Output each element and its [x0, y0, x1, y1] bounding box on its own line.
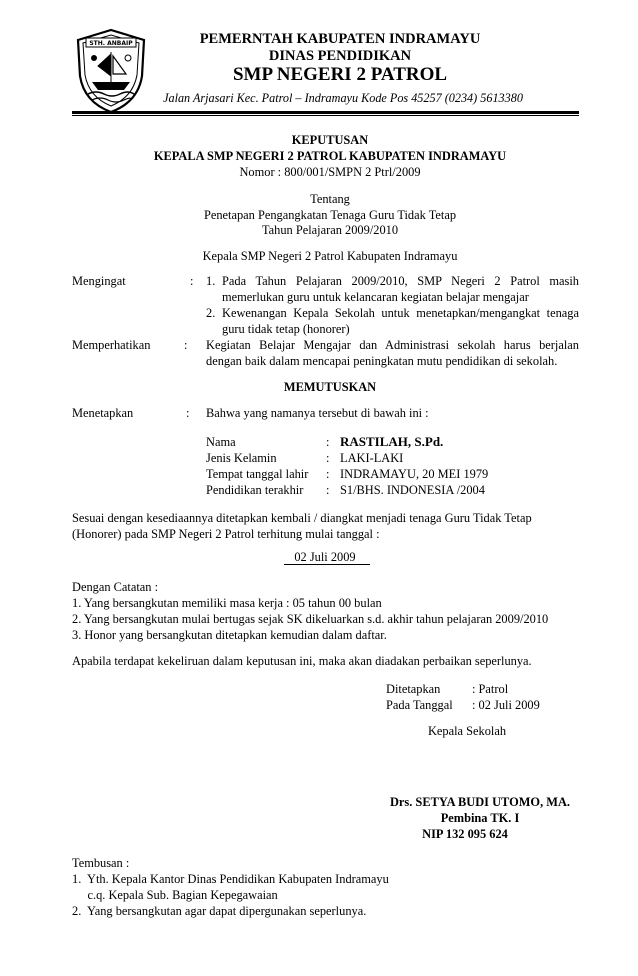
identity-value-gender: LAKI-LAKI — [340, 451, 404, 465]
menetapkan-label: Menetapkan — [72, 406, 134, 420]
mengingat-item-1-line-1: Pada Tahun Pelajaran 2009/2010, SMP Negeri 2 Patrol masih — [222, 274, 579, 288]
signer-nip: NIP 132 095 624 — [422, 827, 508, 841]
pada-tanggal-label: Pada Tanggal — [386, 698, 453, 712]
mengingat-item-1-line-2: memerlukan guru untuk kelancaran kegiatan belajar mengajar — [222, 290, 529, 304]
catatan-item-3: 3. Honor yang bersangkutan ditetapkan kemudian dalam daftar. — [72, 628, 387, 642]
identity-colon-birth: : — [326, 467, 330, 481]
memperhatikan-label: Memperhatikan — [72, 338, 151, 352]
identity-colon-nama: : — [326, 435, 330, 449]
menetapkan-text: Bahwa yang namanya tersebut di bawah ini : — [206, 406, 429, 420]
ditetapkan-label: Ditetapkan — [386, 682, 441, 696]
identity-label-nama: Nama — [206, 435, 236, 449]
pada-tanggal-value: : 02 Juli 2009 — [472, 698, 540, 712]
decree-year: Tahun Pelajaran 2009/2010 — [261, 223, 399, 237]
effective-date: 02 Juli 2009 — [294, 550, 356, 564]
tembusan-item-1-cq: c.q. Kepala Sub. Bagian Kepegawaian — [72, 888, 278, 902]
mengingat-label: Mengingat — [72, 274, 126, 288]
menetapkan-colon: : — [186, 406, 190, 420]
decree-number: Nomor : 800/001/SMPN 2 Ptrl/2009 — [239, 165, 421, 179]
memperhatikan-line-1: Kegiatan Belajar Mengajar dan Administrasi sekolah harus berjalan — [206, 338, 579, 352]
apabila-text: Apabila terdapat kekeliruan dalam keputusan ini, maka akan diadakan perbaikan seperlunya. — [72, 654, 532, 668]
identity-label-education: Pendidikan terakhir — [206, 483, 304, 497]
kop-line-1: PEMERNTAH KABUPATEN INDRAMAYU — [199, 31, 481, 47]
identity-value-education: S1/BHS. INDONESIA /2004 — [340, 483, 485, 497]
decree-authority: Kepala SMP Negeri 2 Patrol Kabupaten Indramayu — [202, 249, 458, 263]
tembusan-item-1: 1. Yth. Kepala Kantor Dinas Pendidikan Kabupaten Indramayu — [72, 872, 389, 886]
logo-banner-text: STH. ANBAIP — [89, 40, 133, 47]
identity-label-gender: Jenis Kelamin — [206, 451, 277, 465]
sesuai-line-1: Sesuai dengan kesediaannya ditetapkan kembali / diangkat menjadi tenaga Guru Tidak Tetap — [72, 511, 532, 525]
kop-school-name: SMP NEGERI 2 PATROL — [232, 64, 448, 85]
identity-value-nama: RASTILAH, S.Pd. — [340, 434, 444, 449]
mengingat-colon: : — [190, 274, 194, 288]
mengingat-num-1: 1. — [206, 274, 216, 288]
mengingat-item-2-line-2: guru tidak tetap (honorer) — [222, 322, 350, 336]
identity-colon-gender: : — [326, 451, 330, 465]
memperhatikan-line-2: dengan baik dalam mencapai peningkatan mutu pendidikan di sekolah. — [206, 354, 558, 368]
tembusan-item-2: 2. Yang bersangkutan agar dapat dipergunakan seperlunya. — [72, 904, 367, 918]
signer-name: Drs. SETYA BUDI UTOMO, MA. — [389, 795, 571, 809]
decree-title: KEPUTUSAN — [291, 133, 369, 147]
tembusan-title: Tembusan : — [72, 856, 130, 870]
sesuai-line-2: (Honorer) pada SMP Negeri 2 Patrol terhitung mulai tanggal : — [72, 527, 380, 541]
memutuskan-heading: MEMUTUSKAN — [283, 380, 377, 394]
decree-subject: Penetapan Pengangkatan Tenaga Guru Tidak Tetap — [203, 208, 457, 222]
kop-line-2: DINAS PENDIDIKAN — [268, 48, 412, 64]
kepala-sekolah-label: Kepala Sekolah — [427, 724, 507, 738]
catatan-item-2: 2. Yang bersangkutan mulai bertugas sejak SK dikeluarkan s.d. akhir tahun pelajaran 2009/2010 — [72, 612, 549, 626]
mengingat-item-2-line-1: Kewenangan Kepala Sekolah untuk menetapkan/mengangkat tenaga — [222, 306, 579, 320]
memperhatikan-colon: : — [184, 338, 188, 352]
decree-issuer: KEPALA SMP NEGERI 2 PATROL KABUPATEN INDRAMAYU — [153, 149, 507, 163]
mengingat-num-2: 2. — [206, 306, 216, 320]
ditetapkan-value: : Patrol — [472, 682, 509, 696]
decree-tentang: Tentang — [310, 192, 350, 206]
identity-colon-education: : — [326, 483, 330, 497]
letterhead-rule-thin — [72, 115, 579, 116]
letterhead-rule-thick — [72, 111, 579, 114]
identity-value-birth: INDRAMAYU, 20 MEI 1979 — [340, 467, 489, 481]
catatan-title: Dengan Catatan : — [72, 580, 159, 594]
identity-label-birth: Tempat tanggal lahir — [206, 467, 309, 481]
signer-rank: Pembina TK. I — [440, 811, 520, 825]
kop-address: Jalan Arjasari Kec. Patrol – Indramayu Kode Pos 45257 (0234) 5613380 — [163, 91, 523, 105]
catatan-item-1: 1. Yang bersangkutan memiliki masa kerja : 05 tahun 00 bulan — [72, 596, 382, 610]
effective-date-underline — [284, 564, 370, 565]
